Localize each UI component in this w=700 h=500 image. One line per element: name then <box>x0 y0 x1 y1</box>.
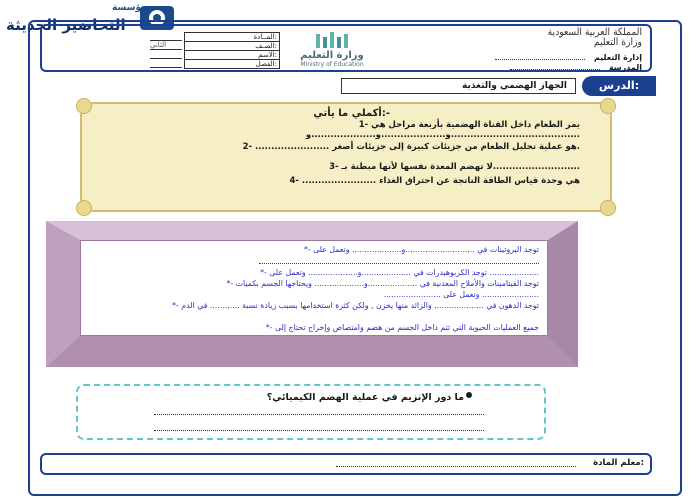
scroll-curl-icon <box>76 98 92 114</box>
header <box>40 24 652 72</box>
ministry-logo-icon <box>312 32 352 50</box>
info-class-label: الصـف: <box>185 42 280 51</box>
info-section-label: الفصل: <box>185 60 280 69</box>
info-subject-label: المــادة: <box>185 33 280 42</box>
header-school-info <box>452 28 642 73</box>
nutrients-panel <box>46 221 578 367</box>
school-dots <box>510 69 600 70</box>
info-name-label: الاسم: <box>185 51 280 60</box>
ministry-title: وزارة التعليم <box>593 37 642 48</box>
fill-blanks-section <box>80 102 612 212</box>
admin-label-row <box>452 53 642 63</box>
school-label-row <box>452 63 642 73</box>
scroll-curl-icon <box>600 200 616 216</box>
fill-title: أكملي ما يأتي:- <box>313 108 390 119</box>
brand-main-text: التحاضير الحديثة <box>6 16 126 34</box>
fill-item: 4- ....................... هي وحدة قياس الطاقة الناتجة عن احتراق الغذاء <box>289 176 580 186</box>
panel-line: ....................... وتعمل على ....................... <box>383 290 539 299</box>
scroll-curl-icon <box>600 98 616 114</box>
bullet-icon <box>466 392 472 398</box>
admin-dots <box>495 59 585 60</box>
lesson-tag: الدرس: <box>582 76 656 96</box>
answer-line <box>154 430 484 431</box>
brand-top-text: مؤسسة <box>112 3 147 13</box>
panel-line: *- توجد الدهون في .................... والزائد منها يخزن , ولكن كثرة استخدامها بسبب زيادة نسبة ............ في الدم <box>172 301 539 310</box>
fill-item: 2- ....................... هو عملية تحليل الطعام من جزيئات كبيرة إلى جزيئات أصغر. <box>242 142 580 152</box>
panel-line: *- توجد الكربوهيدرات في ....................و.................... وتعمل على .................... <box>260 268 539 277</box>
lesson-row <box>66 76 656 96</box>
panel-line: *- توجد الفيتامينات والأملاح المعدنية في ....................و.................... ويحتاجها الجسم بكميات <box>226 279 539 288</box>
question-text: ما دور الإنزيم في عملية الهضم الكيميائي؟ <box>266 392 464 403</box>
info-section-value <box>150 59 182 68</box>
info-subject-value <box>150 32 182 41</box>
panel-dots <box>259 263 539 264</box>
student-info-table <box>184 32 280 69</box>
nutrients-panel-content <box>80 240 548 336</box>
teacher-signature-line <box>336 466 576 467</box>
info-name-value <box>150 50 182 59</box>
kingdom-title: المملكة العربية السعودية <box>547 27 642 38</box>
question-box <box>76 384 546 440</box>
lesson-title: الجهاز الهضمي والتغذية <box>341 78 576 94</box>
info-class-value: الثاني <box>150 41 182 50</box>
panel-line: *- توجد البروتينات في ............................و.................... وتعمل على <box>303 245 539 254</box>
panel-line: *- جميع العمليات الحيوية التي تتم داخل الجسم من هضم وامتصاص وإخراج تحتاج إلى <box>265 323 539 332</box>
fill-item: 1- يمر الطعام داخل القناة الهضمية بأربعة مراحل هي ....................و....................و....................و.................... <box>305 120 580 140</box>
logo-english: Ministry of Education <box>300 61 364 68</box>
admin-label: إدارة التعليم <box>593 53 642 62</box>
teacher-label: معلم المادة: <box>593 458 644 468</box>
footer <box>40 453 652 475</box>
fill-item: 3- لا تهضم المعدة نفسها لأنها مبطنة بـ........................... <box>329 162 580 172</box>
logo-arabic: وزارة التعليم <box>300 50 364 61</box>
school-label: المدرسة <box>608 63 642 72</box>
student-info-values <box>150 32 182 68</box>
ministry-logo <box>282 32 382 68</box>
answer-line <box>154 414 484 415</box>
scroll-curl-icon <box>76 200 92 216</box>
